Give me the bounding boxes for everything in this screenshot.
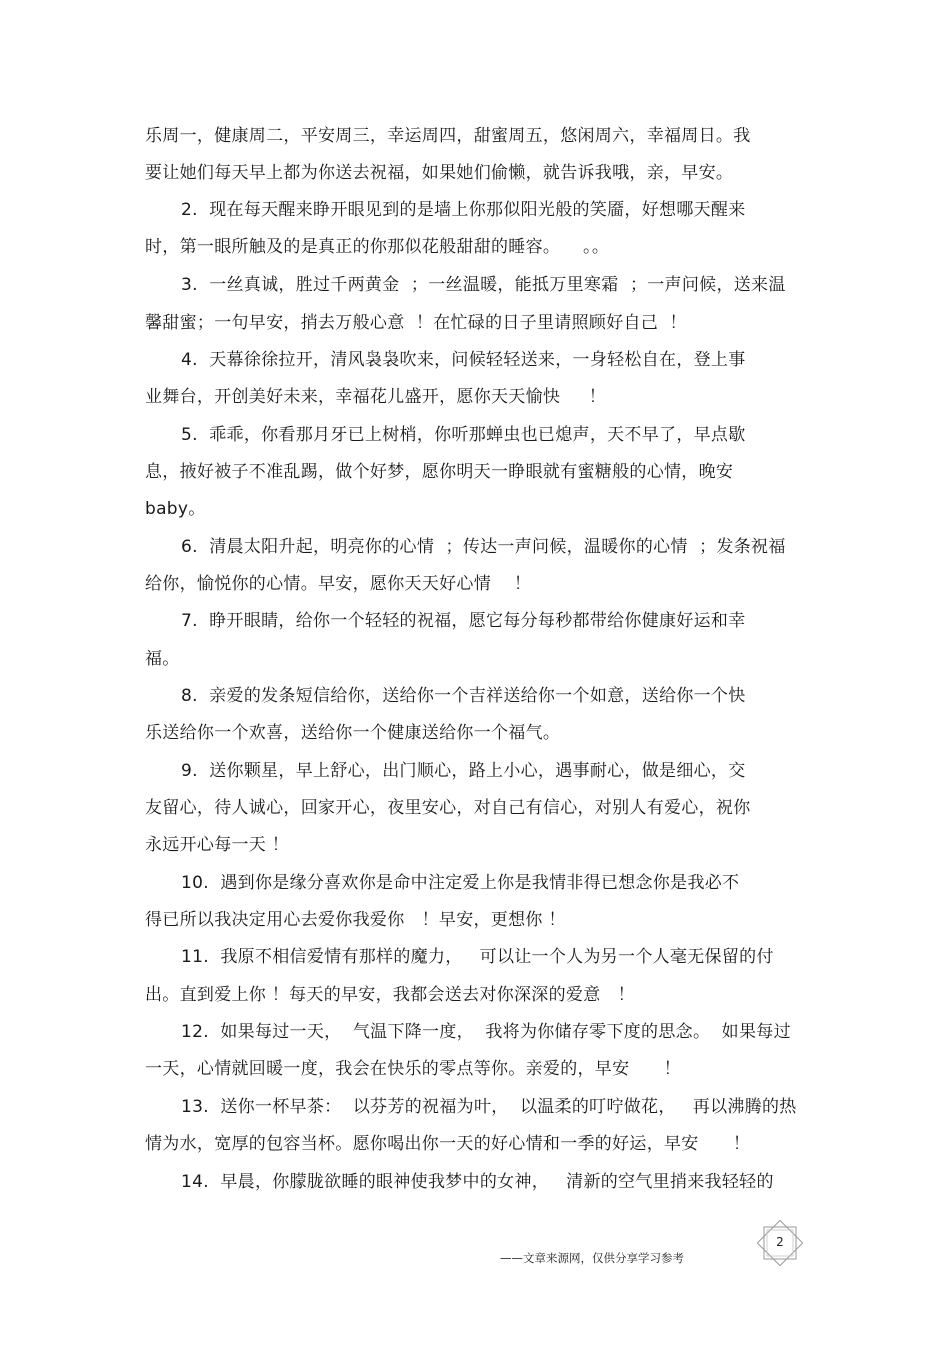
text-line: 业舞台，开创美好未来，幸福花儿盛开，愿你天天愉快 ！ (145, 387, 607, 407)
text-line: 14. 早晨，你朦胧欲睡的眼神使我梦中的女神， 清新的空气里捎来我轻轻的 (181, 1172, 774, 1192)
text-line: 11. 我原不相信爱情有那样的魔力， 可以让一个人为另一个人毫无保留的付 (181, 947, 774, 967)
text-line: 12. 如果每过一天， 气温下降一度， 我将为你储存零下度的思念。 如果每过 (181, 1022, 791, 1042)
text-line: 6. 清晨太阳升起，明亮你的心情 ；传达一声问候，温暖你的心情 ；发条祝福 (181, 537, 786, 557)
text-line: 要让她们每天早上都为你送去祝福，如果她们偷懒，就告诉我哦，亲，早安。 (145, 163, 734, 183)
text-line: 7. 睁开眼睛，给你一个轻轻的祝福，愿它每分每秒都带给你健康好运和幸 (181, 611, 746, 631)
text-line: 13. 送你一杯早茶： 以芬芳的祝福为叶， 以温柔的叮咛做花， 再以沸腾的热 (181, 1097, 797, 1117)
text-line: 3. 一丝真诚，胜过千两黄金 ；一丝温暖，能抵万里寒霜 ；一声问候，送来温 (181, 275, 786, 295)
text-line: 息，掖好被子不准乱踢，做个好梦，愿你明天一睁眼就有蜜糖般的心情，晚安 (145, 462, 734, 482)
text-line: 2. 现在每天醒来睁开眼见到的是墙上你那似阳光般的笑靥，好想哪天醒来 (181, 200, 746, 220)
footer-source-note: ——文章来源网，仅供分享学习参考 (500, 1251, 684, 1265)
page-number-badge (757, 1220, 803, 1266)
text-line: 情为水，宽厚的包容当杯。愿你喝出你一天的好心情和一季的好运，早安 ！ (145, 1134, 751, 1154)
text-line: 友留心，待人诚心，回家开心，夜里安心，对自己有信心，对别人有爱心，祝你 (145, 798, 751, 818)
text-line: baby。 (145, 499, 206, 519)
text-line: 乐周一，健康周二，平安周三，幸运周四，甜蜜周五，悠闲周六，幸福周日。我 (145, 126, 751, 146)
text-line: 5. 乖乖，你看那月牙已上树梢，你听那蝉虫也已熄声，天不早了，早点歇 (181, 425, 746, 445)
text-line: 4. 天幕徐徐拉开，清风袅袅吹来，问候轻轻送来，一身轻松自在，登上事 (181, 350, 746, 370)
text-line: 出。直到爱上你 ！每天的早安，我都会送去对你深深的爱意 ！ (145, 985, 635, 1005)
text-line: 得已所以我决定用心去爱你我爱你 ！早安，更想你 ！ (145, 910, 566, 930)
text-line: 福。 (145, 649, 180, 669)
text-line: 时，第一眼所触及的是真正的你那似花般甜甜的睡容。 。。 (145, 237, 610, 257)
text-line: 一天，心情就回暖一度，我会在快乐的零点等你。亲爱的，早安 ！ (145, 1059, 681, 1079)
text-line: 9. 送你颗星，早上舒心，出门顺心，路上小心，遇事耐心，做是细心，交 (181, 761, 746, 781)
text-line: 永远开心每一天 ！ (145, 835, 290, 855)
text-line: 乐送给你一个欢喜，送给你一个健康送给你一个福气。 (145, 723, 561, 743)
text-line: 10. 遇到你是缘分喜欢你是命中注定爱上你是我情非得已想念你是我必不 (181, 873, 740, 893)
page-number: 2 (776, 1235, 784, 1249)
text-line: 馨甜蜜；一句早安，捎去万般心意 ！在忙碌的日子里请照顾好自己 ！ (145, 313, 687, 333)
text-line: 给你，愉悦你的心情。早安，愿你天天好心情 ！ (145, 574, 532, 594)
text-line: 8. 亲爱的发条短信给你，送给你一个吉祥送给你一个如意，送给你一个快 (181, 686, 746, 706)
